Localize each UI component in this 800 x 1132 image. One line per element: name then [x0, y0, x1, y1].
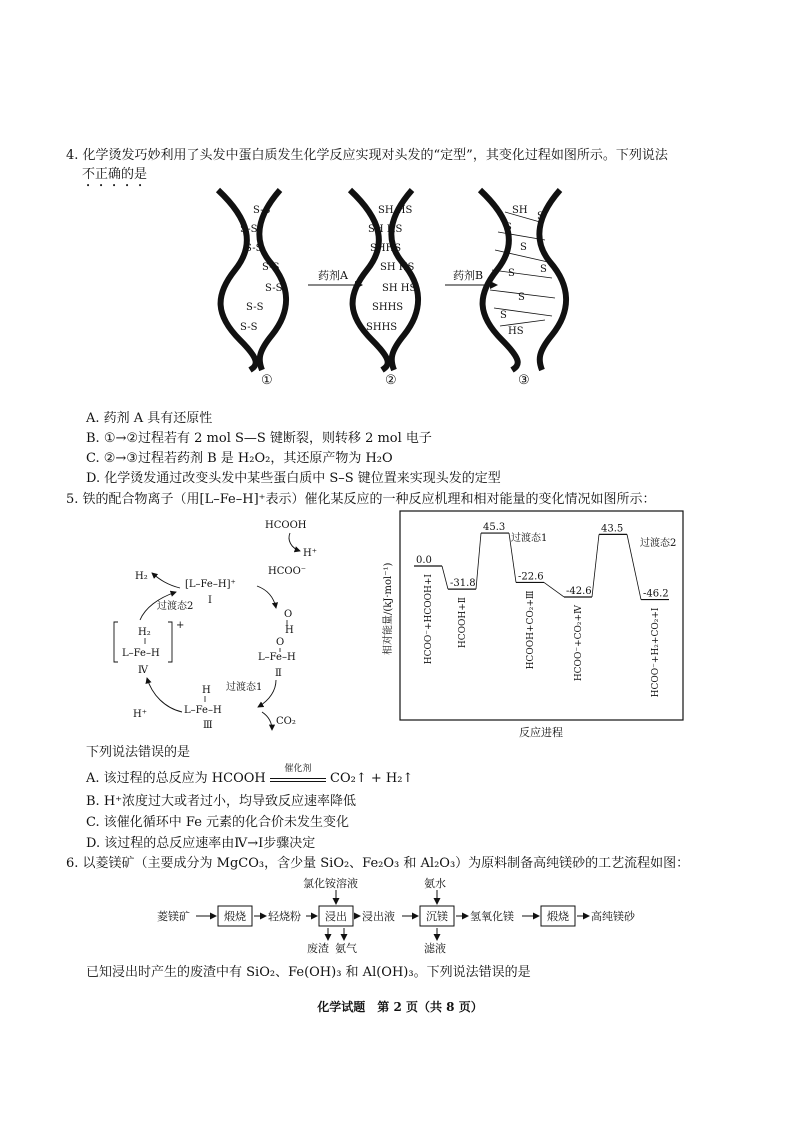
ss-bond: S-S — [240, 224, 258, 235]
q5-stem: 5. 铁的配合物离子（用[L–Fe–H]⁺表示）催化某反应的一种反应机理和相对能量的变化情况如图所示： — [66, 492, 656, 507]
energy-ts1-label: 过渡态1 — [511, 533, 548, 544]
output-residue: 废渣 — [307, 942, 329, 955]
complex-2-number: Ⅱ — [275, 668, 282, 679]
sh-pair: SHHS — [372, 302, 404, 313]
ss-bond: S-S — [245, 243, 263, 254]
hplus-left-label: H⁺ — [133, 709, 147, 720]
transition-state-1-label: 过渡态1 — [226, 682, 263, 693]
species-label: HCOO⁻+CO₂+Ⅳ — [574, 604, 584, 682]
raw-material: 菱镁矿 — [157, 910, 190, 923]
energy-value-label: -46.2 — [643, 588, 669, 600]
q4-option-a: A. 药剂 A 具有还原性 — [86, 411, 213, 426]
q5-option-b: B. H⁺浓度过大或者过小，均导致反应速率降低 — [86, 794, 357, 809]
energy-y-label: 相对能量/(kJ·mol⁻¹) — [383, 562, 394, 655]
energy-value-label: 45.3 — [483, 522, 506, 534]
energy-diagram — [381, 511, 683, 739]
s-label: S — [537, 211, 544, 222]
complex-4: L–Fe–H — [122, 648, 160, 659]
reagent-a-label: 药剂A — [318, 269, 348, 282]
q5-option-a — [86, 764, 414, 788]
energy-x-label: 反应进程 — [519, 726, 563, 739]
stage-labels — [261, 373, 530, 388]
q6-stem: 6. 以菱镁矿（主要成分为 MgCO₃，含少量 SiO₂、Fe₂O₃ 和 Al₂O₃）为原料制备高纯镁砂的工艺流程如图： — [66, 856, 690, 871]
species-label: HCOO⁻+HCOOH+Ⅰ — [424, 574, 434, 665]
complex-3: L–Fe–H — [184, 705, 222, 716]
final-product: 高纯镁砂 — [591, 910, 635, 923]
catalytic-cycle — [114, 520, 317, 731]
s-label: S — [518, 292, 525, 303]
reagent-ammonia-water: 氨水 — [424, 877, 446, 890]
species-label: HCOOH+Ⅱ — [458, 597, 468, 649]
sh-pair: SHHS — [366, 322, 398, 333]
q4-option-b: B. ①→②过程若有 2 mol S—S 键断裂，则转移 2 mol 电子 — [86, 431, 432, 446]
strand-2-bonds — [366, 205, 416, 333]
sh-pair: SH HS — [382, 283, 417, 294]
complex-3-h: H — [202, 685, 211, 696]
energy-connector — [592, 534, 599, 597]
complex-1-number: Ⅰ — [208, 595, 212, 606]
q4-stem-line1: 4. 化学烫发巧妙利用了头发中蛋白质发生化学反应实现对头发的“定型”，其变化过程如图所示。下列说法 — [66, 148, 668, 163]
hair-perm-figure — [0, 180, 800, 390]
sh-pair: SH HS — [378, 205, 413, 216]
output-ammonia-gas: 氨气 — [335, 942, 357, 955]
strand-1 — [218, 190, 286, 370]
complex-2-oxygen-2: O — [276, 637, 285, 648]
energy-connector — [442, 566, 448, 589]
output-filtrate: 滤液 — [424, 942, 446, 955]
ss-bond: S-S — [262, 262, 280, 273]
complex-1: [L–Fe–H]⁺ — [185, 579, 236, 590]
hcoo-label: HCOO⁻ — [268, 566, 307, 577]
s-label: S — [508, 268, 515, 279]
step-calcine-2: 煅烧 — [547, 910, 569, 923]
page-footer: 化学试题 第 2 页（共 8 页） — [317, 1000, 483, 1014]
complex-2-oxygen-1: O — [284, 609, 293, 620]
co2-label: CO₂ — [276, 716, 296, 727]
complex-2: L–Fe–H — [258, 652, 296, 663]
step-leach: 浸出 — [325, 910, 347, 923]
energy-value-label: 43.5 — [601, 523, 624, 535]
reagent-b-label: 药剂B — [453, 269, 484, 282]
sh-pair: SH HS — [368, 224, 403, 235]
species-label: HCOOH+CO₂+Ⅲ — [526, 590, 536, 670]
stage-label-1: ① — [261, 373, 273, 388]
intermediate-light-powder: 轻烧粉 — [268, 910, 301, 923]
hs-label: HS — [508, 326, 524, 337]
catalyst-arrow — [270, 764, 326, 782]
q5-figures — [0, 505, 800, 745]
energy-connector — [544, 582, 564, 597]
q5-option-a-text: A. 该过程的总反应为 HCOOH — [86, 771, 266, 786]
energy-value-label: 0.0 — [416, 555, 432, 566]
h2-label: H₂ — [135, 571, 148, 582]
sh-pair: SH HS — [380, 262, 415, 273]
reagent-nh4cl: 氯化铵溶液 — [303, 877, 358, 890]
s-label: S — [500, 310, 507, 321]
step-calcine-1: 煅烧 — [224, 910, 246, 923]
q4-option-d: D. 化学烫发通过改变头发中某些蛋白质中 S–S 键位置来实现头发的定型 — [86, 471, 501, 486]
q5-option-a-products: CO₂↑ + H₂↑ — [330, 771, 414, 786]
hcooh-label: HCOOH — [265, 520, 307, 531]
species-label: HCOO⁻+H₂+CO₂+Ⅰ — [651, 607, 661, 698]
energy-value-label: -42.6 — [566, 585, 592, 597]
q6-known-condition: 已知浸出时产生的废渣中有 SiO₂、Fe(OH)₃ 和 Al(OH)₃。下列说法错误的是 — [86, 965, 531, 980]
ss-bond: S-S — [240, 322, 258, 333]
sh-pair: SHHS — [370, 243, 402, 254]
energy-connector — [476, 533, 481, 589]
complex-4-number: Ⅳ — [138, 665, 148, 676]
catalyst-label: 催化剂 — [284, 764, 312, 774]
complex-3-number: Ⅲ — [203, 720, 213, 731]
q5-option-d: D. 该过程的总反应速率由Ⅳ→Ⅰ步骤决定 — [86, 836, 316, 851]
q5-prompt: 下列说法错误的是 — [86, 745, 191, 760]
step-precipitate: 沉镁 — [426, 910, 448, 923]
energy-value-label: -22.6 — [518, 571, 544, 583]
process-flow-diagram — [0, 872, 800, 962]
intermediate-mgoh2: 氢氧化镁 — [470, 910, 514, 923]
hplus-top-label: H⁺ — [303, 548, 317, 559]
energy-value-label: -31.8 — [450, 578, 476, 590]
complex-4-h2: H₂ — [138, 627, 151, 638]
complex-2-carbon-h: H — [285, 625, 294, 636]
ss-bond: S-S — [265, 283, 283, 294]
strand-2 — [350, 190, 418, 370]
complex-4-charge: + — [176, 620, 185, 631]
energy-ts2-label: 过渡态2 — [640, 538, 677, 549]
q4-stem-line2: 不正确的是 — [82, 167, 148, 182]
energy-connector — [627, 534, 641, 599]
q5-option-c: C. 该催化循环中 Fe 元素的化合价未发生变化 — [86, 815, 350, 830]
s-label: S — [505, 222, 512, 233]
q4-option-c: C. ②→③过程若药剂 B 是 H₂O₂，其还原产物为 H₂O — [86, 451, 393, 466]
s-label: S — [540, 264, 547, 275]
transition-state-2-label: 过渡态2 — [157, 601, 194, 612]
sh-label: SH — [512, 205, 528, 216]
intermediate-leachate: 浸出液 — [362, 910, 395, 923]
ss-bond: S-S — [246, 302, 264, 313]
stage-label-2: ② — [385, 373, 397, 388]
ss-bond: S-S — [253, 205, 271, 216]
s-label: S — [520, 242, 527, 253]
stage-label-3: ③ — [518, 373, 530, 388]
